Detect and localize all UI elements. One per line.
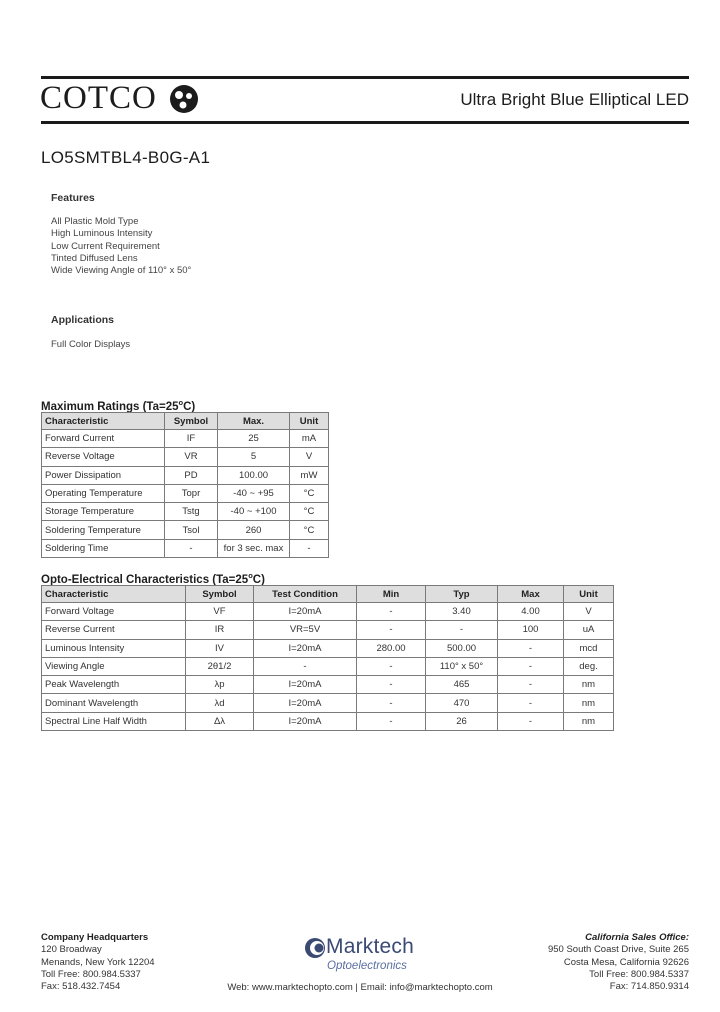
table-cell: 280.00 — [357, 639, 426, 657]
column-header: Unit — [564, 586, 614, 603]
table-cell: 4.00 — [498, 603, 564, 621]
california-sales-office — [548, 932, 689, 993]
web-email-line: Web: www.marktechopto.com | Email: info@marktechopto.com — [227, 982, 493, 993]
table-cell: Spectral Line Half Width — [42, 712, 186, 730]
marktech-logo-icon — [304, 937, 326, 959]
table-row — [42, 466, 329, 484]
table-cell: °C — [290, 521, 329, 539]
table-row — [42, 657, 614, 675]
table-cell: Storage Temperature — [42, 503, 165, 521]
table-cell: 5 — [218, 448, 290, 466]
product-title: Ultra Bright Blue Elliptical LED — [460, 90, 689, 109]
table-cell: 260 — [218, 521, 290, 539]
hq-line: Fax: 518.432.7454 — [41, 981, 121, 993]
table-cell: - — [357, 694, 426, 712]
marktech-logo-name: Marktech — [326, 935, 414, 958]
table-cell: - — [426, 621, 498, 639]
table-cell: I=20mA — [254, 694, 357, 712]
table-cell: deg. — [564, 657, 614, 675]
list-item: Low Current Requirement — [51, 240, 160, 252]
opto-electrical-title: Opto-Electrical Characteristics $(Ta=25^oC)$ — [41, 571, 265, 586]
table-cell: VR=5V — [254, 621, 357, 639]
table-cell: Power Dissipation — [42, 466, 165, 484]
column-header: Typ — [426, 586, 498, 603]
table-cell: Luminous Intensity — [42, 639, 186, 657]
table-cell: - — [357, 676, 426, 694]
list-item: Full Color Displays — [51, 339, 131, 350]
table-row — [42, 430, 329, 448]
column-header: Max — [498, 586, 564, 603]
table-cell: Soldering Temperature — [42, 521, 165, 539]
cotco-logo-text: COTCO — [40, 80, 157, 116]
ca-line: Fax: 714.850.9314 — [609, 981, 689, 993]
table-cell: - — [498, 639, 564, 657]
table-row — [42, 639, 614, 657]
table-cell: λd — [186, 694, 254, 712]
column-header: Test Condition — [254, 586, 357, 603]
table-cell: -40 ~ +95 — [218, 484, 290, 502]
table-cell: - — [498, 712, 564, 730]
table-cell: nm — [564, 676, 614, 694]
header-bottom-rule — [41, 121, 689, 124]
table-cell: 2θ1/2 — [186, 657, 254, 675]
ca-line: 950 South Coast Drive, Suite 265 — [547, 944, 689, 956]
hq-line: Menands, New York 12204 — [41, 956, 155, 968]
table-cell: Δλ — [186, 712, 254, 730]
table-cell: V — [290, 448, 329, 466]
table-cell: - — [254, 657, 357, 675]
table-cell: IV — [186, 639, 254, 657]
table-cell: Peak Wavelength — [42, 676, 186, 694]
table-cell: V — [564, 603, 614, 621]
table-cell: nm — [564, 712, 614, 730]
ca-line: Costa Mesa, California 92626 — [563, 956, 689, 968]
table-cell: Tsol — [165, 521, 218, 539]
table-cell: - — [498, 694, 564, 712]
table-cell: - — [357, 657, 426, 675]
table-cell: °C — [290, 503, 329, 521]
list-item: High Luminous Intensity — [51, 228, 153, 240]
table-cell: 465 — [426, 676, 498, 694]
column-header: Characteristic — [42, 586, 186, 603]
max-ratings-table — [41, 412, 329, 558]
table-cell: 3.40 — [426, 603, 498, 621]
table-cell: uA — [564, 621, 614, 639]
table-cell: 100 — [498, 621, 564, 639]
table-cell: Forward Current — [42, 430, 165, 448]
table-cell: - — [165, 539, 218, 557]
table-cell: 500.00 — [426, 639, 498, 657]
cotco-logo-icon — [169, 84, 199, 114]
hq-title: Company Headquarters — [41, 932, 149, 943]
table-cell: °C — [290, 484, 329, 502]
list-item: Wide Viewing Angle of 110° x 50° — [51, 265, 192, 277]
table-cell: Forward Voltage — [42, 603, 186, 621]
features-list — [51, 216, 191, 277]
table-cell: Soldering Time — [42, 539, 165, 557]
table-cell: - — [290, 539, 329, 557]
table-cell: I=20mA — [254, 712, 357, 730]
table-cell: I=20mA — [254, 603, 357, 621]
table-cell: - — [357, 603, 426, 621]
table-cell: - — [357, 712, 426, 730]
table-cell: mW — [290, 466, 329, 484]
table-cell: IF — [165, 430, 218, 448]
table-row — [42, 621, 614, 639]
table-row — [42, 484, 329, 502]
table-cell: Viewing Angle — [42, 657, 186, 675]
table-cell: Topr — [165, 484, 218, 502]
column-header: Symbol — [186, 586, 254, 603]
table-cell: IR — [186, 621, 254, 639]
table-row — [42, 521, 329, 539]
table-header-row — [42, 586, 614, 603]
table-cell: λp — [186, 676, 254, 694]
max-ratings-title: Maximum Ratings $(Ta=25^oC)$ — [41, 398, 196, 413]
table-row — [42, 676, 614, 694]
table-row — [42, 503, 329, 521]
column-header: Max. — [218, 413, 290, 430]
table-cell: nm — [564, 694, 614, 712]
hq-line: 120 Broadway — [41, 944, 102, 956]
column-header: Symbol — [165, 413, 218, 430]
table-row — [42, 712, 614, 730]
column-header: Unit — [290, 413, 329, 430]
table-cell: PD — [165, 466, 218, 484]
ca-line: Toll Free: 800.984.5337 — [589, 968, 689, 980]
table-cell: Operating Temperature — [42, 484, 165, 502]
top-rule — [41, 76, 689, 79]
table-cell: for 3 sec. max — [218, 539, 290, 557]
table-cell: 26 — [426, 712, 498, 730]
table-cell: VF — [186, 603, 254, 621]
table-row — [42, 448, 329, 466]
table-cell: Reverse Voltage — [42, 448, 165, 466]
features-heading: Features — [51, 192, 95, 204]
table-cell: 110° x 50° — [426, 657, 498, 675]
table-cell: - — [498, 657, 564, 675]
table-cell: I=20mA — [254, 676, 357, 694]
marktech-logo-sub: Optoelectronics — [327, 960, 407, 972]
table-cell: Tstg — [165, 503, 218, 521]
table-header-row — [42, 413, 329, 430]
hq-line: Toll Free: 800.984.5337 — [41, 968, 141, 980]
table-row — [42, 603, 614, 621]
table-cell: - — [357, 621, 426, 639]
applications-heading: Applications — [51, 314, 115, 326]
table-cell: - — [498, 676, 564, 694]
column-header: Min — [357, 586, 426, 603]
table-cell: Dominant Wavelength — [42, 694, 186, 712]
part-number: LO5SMTBL4-B0G-A1 — [41, 148, 211, 167]
table-row — [42, 694, 614, 712]
applications-list — [51, 339, 130, 351]
table-cell: mA — [290, 430, 329, 448]
list-item: All Plastic Mold Type — [51, 216, 139, 227]
table-cell: 100.00 — [218, 466, 290, 484]
table-cell: VR — [165, 448, 218, 466]
opto-electrical-table — [41, 585, 614, 731]
table-cell: mcd — [564, 639, 614, 657]
table-cell: -40 ~ +100 — [218, 503, 290, 521]
table-cell: I=20mA — [254, 639, 357, 657]
column-header: Characteristic — [42, 413, 165, 430]
list-item: Tinted Diffused Lens — [51, 252, 138, 264]
table-row — [42, 539, 329, 557]
table-cell: Reverse Current — [42, 621, 186, 639]
table-cell: 470 — [426, 694, 498, 712]
table-cell: 25 — [218, 430, 290, 448]
ca-title: California Sales Office: — [585, 932, 689, 943]
